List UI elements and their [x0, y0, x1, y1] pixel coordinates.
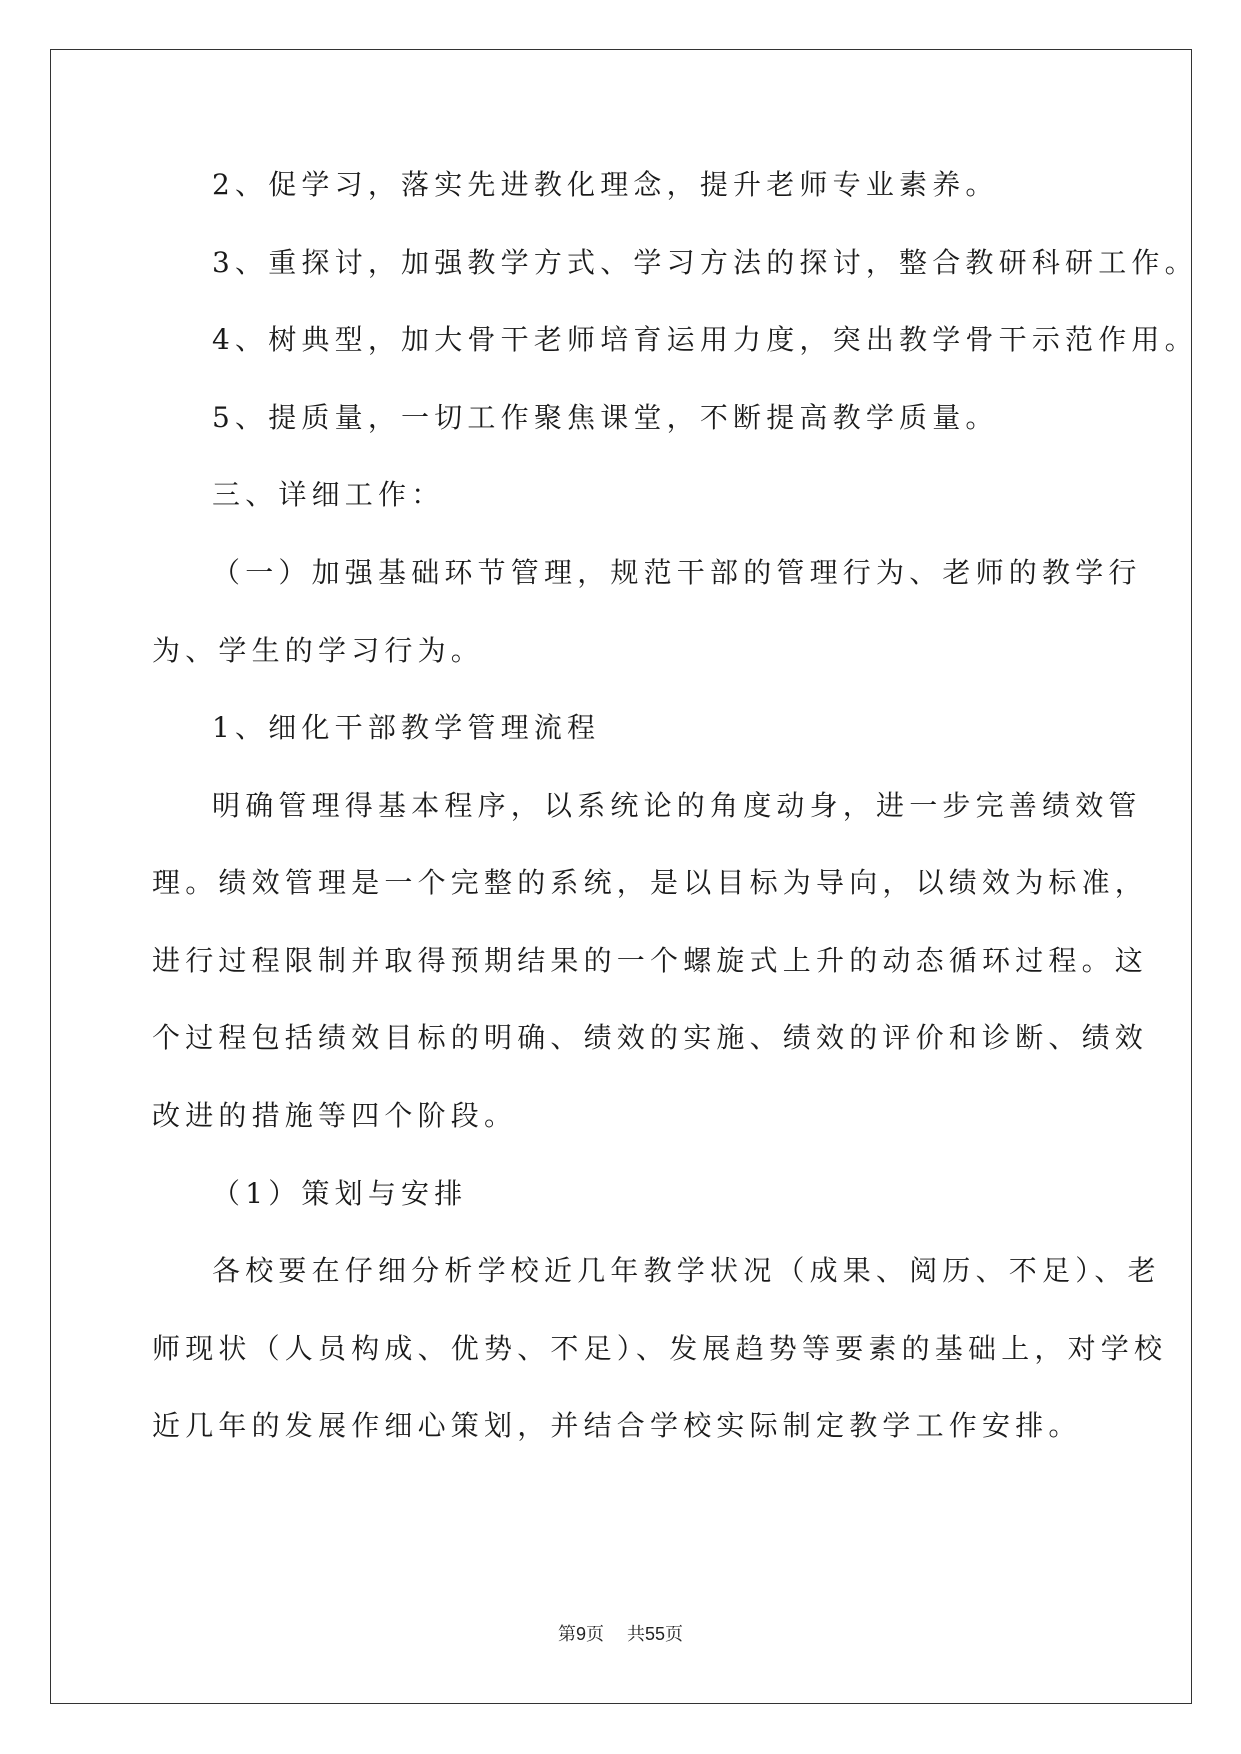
paragraph-line: 2、促学习，落实先进教化理念，提升老师专业素养。	[212, 168, 999, 201]
paragraph-line: 各校要在仔细分析学校近几年教学状况（成果、阅历、不足）、老	[212, 1254, 1161, 1287]
page-footer	[0, 1620, 1241, 1646]
paragraph-line: 为、学生的学习行为。	[152, 634, 485, 667]
current-page-number: 9	[576, 1624, 587, 1644]
paragraph-line: 4、树典型，加大骨干老师培育运用力度，突出教学骨干示范作用。	[212, 323, 1198, 356]
paragraph-line: 明确管理得基本程序，以系统论的角度动身，进一步完善绩效管	[212, 789, 1142, 822]
footer-total-prefix: 共	[626, 1624, 645, 1645]
section-heading: 三、详细工作：	[212, 478, 445, 511]
paragraph-line: 近几年的发展作细心策划，并结合学校实际制定教学工作安排。	[152, 1409, 1082, 1442]
footer-total-unit: 页	[664, 1624, 683, 1645]
footer-page-unit: 页	[586, 1624, 605, 1645]
paragraph-line: 理。绩效管理是一个完整的系统，是以目标为导向，以绩效为标准，	[152, 866, 1149, 899]
subsection-heading: （一）加强基础环节管理，规范干部的管理行为、老师的教学行	[212, 556, 1142, 589]
paragraph-line: 5、提质量，一切工作聚焦课堂，不断提高教学质量。	[212, 401, 999, 434]
subheading: （1）策划与安排	[212, 1177, 468, 1210]
footer-prefix: 第	[558, 1624, 577, 1645]
paragraph-line: 个过程包括绩效目标的明确、绩效的实施、绩效的评价和诊断、绩效	[152, 1021, 1149, 1054]
paragraph-line: 师现状（人员构成、优势、不足）、发展趋势等要素的基础上，对学校	[152, 1332, 1168, 1365]
subheading: 1、细化干部教学管理流程	[212, 711, 601, 744]
paragraph-line: 进行过程限制并取得预期结果的一个螺旋式上升的动态循环过程。这	[152, 944, 1149, 977]
paragraph-line: 改进的措施等四个阶段。	[152, 1099, 518, 1132]
total-pages-number: 55	[644, 1624, 665, 1644]
paragraph-line: 3、重探讨，加强教学方式、学习方法的探讨，整合教研科研工作。	[212, 246, 1198, 279]
